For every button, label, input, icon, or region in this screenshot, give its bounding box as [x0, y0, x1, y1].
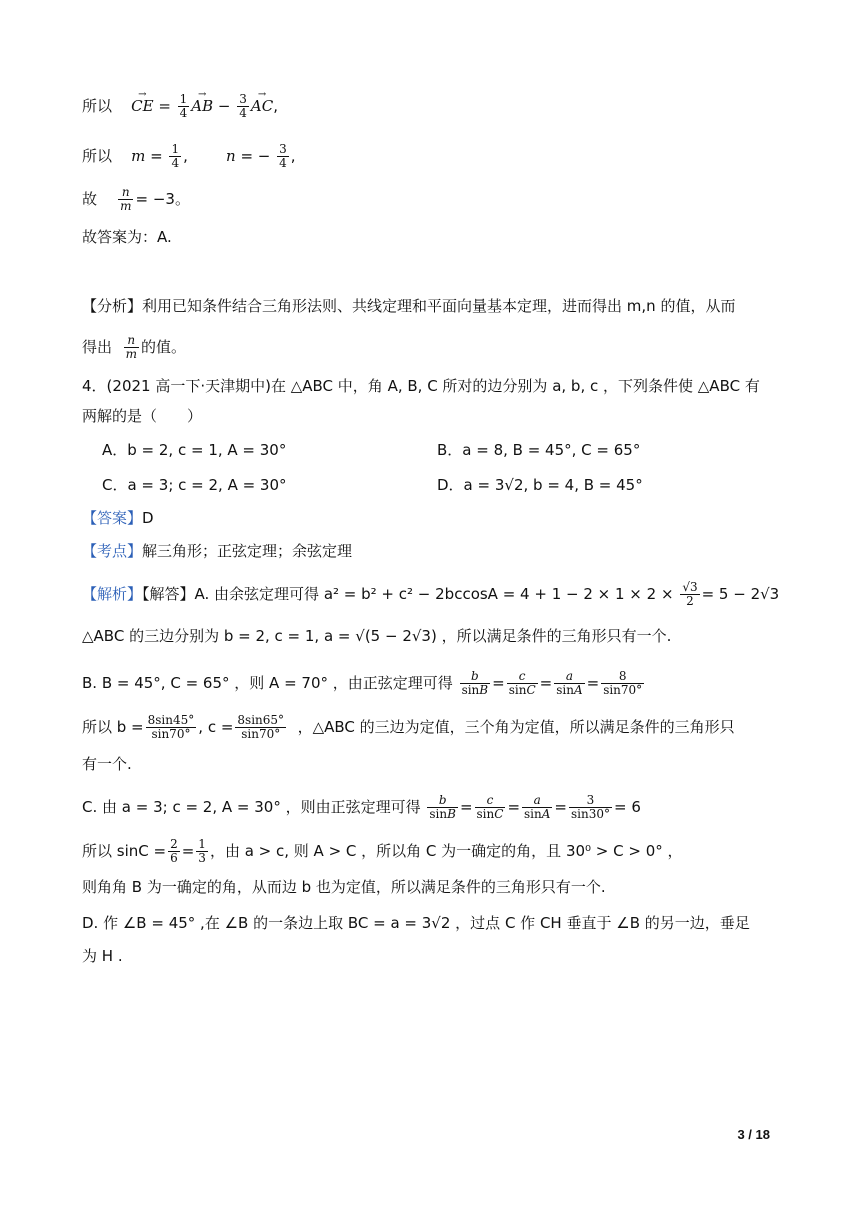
text-suffix: 的值。 [140, 338, 186, 356]
option-b: B．a = 8, B = 45°, C = 65° [437, 441, 641, 459]
text-mid: , c = [198, 718, 234, 736]
answer-value: D [142, 509, 154, 527]
question-4-stem [82, 376, 760, 396]
solution-b-2: 所以 b = $\frac{8\sin 45^\circ}{\sin 70^\circ}$ , c = $\frac{8\sin 65^\circ}{\sin 70^\circ}$ ，△ABC 的三边为定值，三个角为定值，所以满足条件的三角形只 [82, 713, 735, 741]
solution-a-1: 【解析】【解答】A. 由余弦定理可得 a² = b² + c² − 2bccosA = 4 + 1 − 2 × 1 × 2 × $\frac{√3}{2}$ = 5 − 2√3 [82, 580, 780, 608]
text-suffix: ，△ABC 的三边为定值，三个角为定值，所以满足条件的三角形只 [297, 718, 735, 736]
option-a: A．b = 2, c = 1, A = 30° [102, 441, 287, 459]
line-analysis-2: 得出 $\frac{n}{m}$ 的值。 [82, 333, 186, 361]
kp-text: 解三角形；正弦定理；余弦定理 [142, 542, 353, 560]
solution-text: B. B = 45°, C = 65° ，则 A = 70° ，由正弦定理可得 [82, 674, 453, 692]
ratio-value: −3。 [152, 190, 190, 208]
solution-c-3: 则角角 B 为一确定的角，从而边 b 也为定值，所以满足条件的三角形只有一个. [82, 878, 606, 896]
solution-result: = 6 [614, 798, 641, 816]
page-number: 3 / 18 [737, 1127, 770, 1142]
answer-tag: 【答案】 [82, 509, 143, 527]
solution-c-2: 所以 sinC = $\frac{2}{6}$ = $\frac{1}{3}$ ，由 a > c, 则 A > C ，所以角 C 为一确定的角，且 30⁰ > C > 0° ， [82, 837, 683, 865]
solution-d-2: 为 H . [82, 947, 123, 965]
question-text: 在 △ABC 中，角 A, B, C 所对的边分别为 a, b, c ，下列条件使 △ABC 有 [270, 377, 760, 395]
option-c: C．a = 3; c = 2, A = 30° [102, 476, 287, 494]
text-prefix: 所以 [82, 147, 113, 165]
text-suffix: ，由 a > c, 则 A > C ，所以角 C 为一确定的角，且 30⁰ > C > 0° ， [209, 842, 683, 860]
text-prefix: 所以 sinC = [82, 842, 167, 860]
analysis-tag: 【分析】 [82, 297, 143, 315]
line-ce-vector: 所以 → CE = $\frac{1}{4}$ → AB − $\frac{3}{4}$ → AC, [82, 93, 278, 120]
knowledge-point-line [82, 541, 352, 561]
solution-text: 【解答】A. 由余弦定理可得 a² = b² + c² − 2bccosA = 4 + 1 − 2 × 1 × 2 × [142, 585, 674, 603]
text-prefix: 所以 b = [82, 718, 144, 736]
option-d: D．a = 3√2, b = 4, B = 45° [437, 476, 643, 494]
question-number: 4． [82, 377, 107, 395]
line-analysis [82, 296, 735, 316]
solution-a-2: △ABC 的三边分别为 b = 2, c = 1, a = √(5 − 2√3) ，所以满足条件的三角形只有一个. [82, 627, 672, 645]
line-answer-summary: 故答案为：A. [82, 228, 172, 246]
text-prefix: 故 [82, 190, 98, 208]
text-prefix: 所以 [82, 97, 113, 115]
line-m-n-values: 所以 m = $\frac{1}{4}$ , n = − $\frac{3}{4}$ , [82, 142, 296, 170]
analysis-text: 利用已知条件结合三角形法则、共线定理和平面向量基本定理，进而得出 m,n 的值，从而 [142, 297, 736, 315]
text-prefix: 得出 [82, 338, 113, 356]
solution-result: = 5 − 2√3 [701, 585, 780, 603]
question-source: (2021 高一下·天津期中) [106, 377, 271, 395]
question-4-stem-2: 两解的是（ ） [82, 407, 203, 425]
solution-tag: 【解析】 [82, 585, 143, 603]
kp-tag: 【考点】 [82, 542, 143, 560]
solution-text: C. 由 a = 3; c = 2, A = 30° ，则由正弦定理可得 [82, 798, 421, 816]
solution-b-1: B. B = 45°, C = 65° ，则 A = 70° ，由正弦定理可得 $\frac{b}{\sin B}$ = $\frac{c}{\sin C}$ = $\frac{a}{\sin A}$ = $\frac{8}{\sin 70^\circ}$ [82, 669, 643, 697]
fraction: $\frac{1}{4}$ [179, 92, 188, 120]
line-ratio: 故 $\frac{n}{m}$ = −3。 [82, 185, 190, 213]
solution-c-1: C. 由 a = 3; c = 2, A = 30° ，则由正弦定理可得 $\frac{b}{\sin B}$ = $\frac{c}{\sin C}$ = $\frac{a}{\sin A}$ = $\frac{3}{\sin 30^\circ}$ = 6 [82, 793, 641, 821]
answer-line [82, 508, 154, 528]
vector-ce: → CE [131, 96, 153, 116]
solution-b-3: 有一个. [82, 755, 132, 773]
solution-d-1: D. 作 ∠B = 45° ,在 ∠B 的一条边上取 BC = a = 3√2 ，过点 C 作 CH 垂直于 ∠B 的另一边，垂足 [82, 914, 750, 932]
